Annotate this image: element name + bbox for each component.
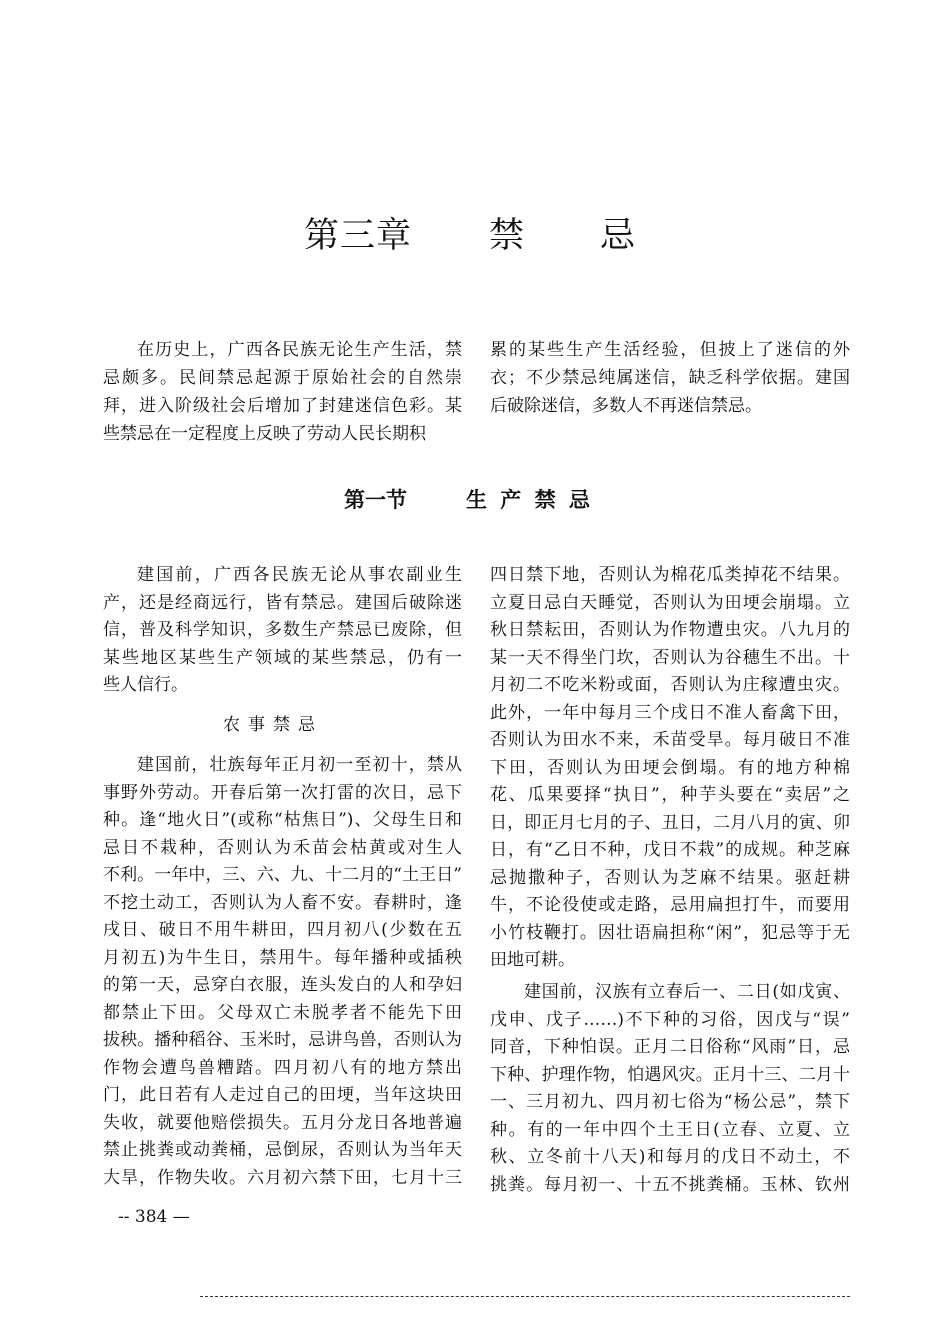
chapter-title-char-1: 禁 xyxy=(489,216,525,256)
text-line: 否则认为田水不来，禾苗受旱。每月破日不准 xyxy=(490,730,850,750)
text-line: 忌颇多。民间禁忌起源于原始社会的自然崇 xyxy=(103,368,462,388)
right-para-1 xyxy=(490,562,850,975)
text-line: 不挖土动工，否则认为人畜不安。春耕时，逢 xyxy=(103,892,462,913)
text-line: 忌日不栽种，否则认为禾苗会枯黄或对生人 xyxy=(103,837,462,858)
left-para-2 xyxy=(103,752,462,1192)
text-line: 四日禁下地，否则认为棉花瓜类掉花不结果。 xyxy=(490,565,850,585)
chapter-label: 第三章 xyxy=(304,216,413,256)
text-line: 建国前，广西各民族无论从事农副业生 xyxy=(137,565,462,585)
section-title: 生 产 禁 忌 xyxy=(466,487,593,512)
intro-left xyxy=(103,336,462,448)
text-line: 秋日禁耘田，否则认为作物遭虫灾。八九月的 xyxy=(490,620,850,640)
text-line: 不利。一年中，三、六、九、十二月的“土王日” xyxy=(103,865,462,885)
text-line: 花、瓜果要择“执日”，种芋头要在“卖居”之 xyxy=(490,785,850,805)
text-line: 下种、护理作物，怕遇风灾。正月十三、二月十 xyxy=(490,1064,850,1085)
text-line: 后破除迷信，多数人不再迷信禁忌。 xyxy=(490,396,762,416)
text-line: 小竹枝鞭打。因壮语扁担称“闲”，犯忌等于无 xyxy=(490,922,850,943)
text-line: 累的某些生产生活经验，但披上了迷信的外 xyxy=(490,340,850,360)
text-line: 某一天不得坐门坎，否则认为谷穗生不出。十 xyxy=(490,647,850,668)
text-line: 失收，就要他赔偿损失。五月分龙日各地普遍 xyxy=(103,1112,462,1133)
text-line: 某些地区某些生产领域的某些禁忌，仍有一 xyxy=(103,647,462,668)
text-line: 戌日、破日不用牛耕田，四月初八(少数在五 xyxy=(103,920,462,940)
text-line: 些禁忌在一定程度上反映了劳动人民长期积 xyxy=(103,424,426,444)
text-line: 拜，进入阶级社会后增加了封建迷信色彩。某 xyxy=(103,396,462,416)
text-line: 都禁止下田。父母双亡未脱孝者不能先下田 xyxy=(103,1002,462,1023)
text-line: 种。有的一年中四个土王日(立春、立夏、立 xyxy=(490,1119,850,1140)
text-line: 事野外劳动。开春后第一次打雷的次日，忌下 xyxy=(103,782,462,803)
right-para-2 xyxy=(490,979,850,1199)
page-number: -- 384 — xyxy=(118,1207,190,1227)
text-line: 门，此日若有人走过自己的田埂，当年这块田 xyxy=(103,1085,462,1105)
text-line: 日，即正月七月的子、丑日，二月八月的寅、卯 xyxy=(490,812,850,833)
text-line: 些人信行。 xyxy=(103,675,188,695)
text-line: 挑粪。每月初一、十五不挑粪桶。玉林、钦州 xyxy=(490,1174,850,1195)
subheading-farming-taboos: 农事禁忌 xyxy=(223,715,323,735)
text-line: 下田，否则认为田埂会倒塌。有的地方种棉 xyxy=(490,757,850,778)
bottom-rule xyxy=(200,1296,850,1297)
text-line: 建国前，壮族每年正月初一至初十，禁从 xyxy=(137,755,462,775)
text-line: 同音，下种怕误。正月二日俗称“风雨”日，忌 xyxy=(490,1037,850,1057)
left-para-1 xyxy=(103,562,462,700)
text-line: 立夏日忌白天睡觉，否则认为田埂会崩塌。立 xyxy=(490,592,850,613)
text-line: 月初二不吃米粉或面，否则认为庄稼遭虫灾。 xyxy=(490,675,850,695)
text-line: 牛，不论役使或走路，忌用扁担打牛，而要用 xyxy=(490,895,850,915)
text-line: 信，普及科学知识，多数生产禁忌已废除，但 xyxy=(103,620,462,640)
text-line: 一、三月初九、四月初七俗为“杨公忌”，禁下 xyxy=(490,1092,850,1112)
text-line: 拔秧。播种稻谷、玉米时，忌讲鸟兽，否则认为 xyxy=(103,1030,462,1050)
text-line: 产，还是经商远行，皆有禁忌。建国后破除迷 xyxy=(103,592,462,613)
text-line: 秋、立冬前十八天)和每月的戊日不动土，不 xyxy=(490,1147,850,1167)
text-line: 种。逢“地火日”(或称“枯焦日”)、父母生日和 xyxy=(103,810,462,830)
text-line: 此外，一年中每月三个戌日不准人畜禽下田， xyxy=(490,702,850,723)
text-line: 忌抛撒种子，否则认为芝麻不结果。驱赶耕 xyxy=(490,867,850,888)
text-line: 在历史上，广西各民族无论生产生活，禁 xyxy=(137,340,462,360)
text-line: 田地可耕。 xyxy=(490,950,575,970)
text-line: 禁止挑粪或动粪桶，忌倒尿，否则认为当年天 xyxy=(103,1140,462,1160)
text-line: 大旱，作物失收。六月初六禁下田，七月十三 xyxy=(103,1167,462,1188)
chapter-title-char-2: 忌 xyxy=(600,216,636,256)
text-line: 戊申、戊子……)不下种的习俗，因戊与“误” xyxy=(490,1009,850,1030)
text-line: 月初五)为牛生日，禁用牛。每年播种或插秧 xyxy=(103,947,462,968)
text-line: 衣；不少禁忌纯属迷信，缺乏科学依据。建国 xyxy=(490,368,850,388)
text-line: 建国前，汉族有立春后一、二日(如戊寅、 xyxy=(524,982,850,1002)
section-number: 第一节 xyxy=(344,487,407,512)
intro-right xyxy=(490,336,850,420)
text-line: 作物会遭鸟兽糟踏。四月初八有的地方禁出 xyxy=(103,1057,462,1078)
text-line: 的第一天，忌穿白衣服，连头发白的人和孕妇 xyxy=(103,975,462,995)
text-line: 日，有“乙日不种，戊日不栽”的成规。种芝麻 xyxy=(490,840,850,860)
